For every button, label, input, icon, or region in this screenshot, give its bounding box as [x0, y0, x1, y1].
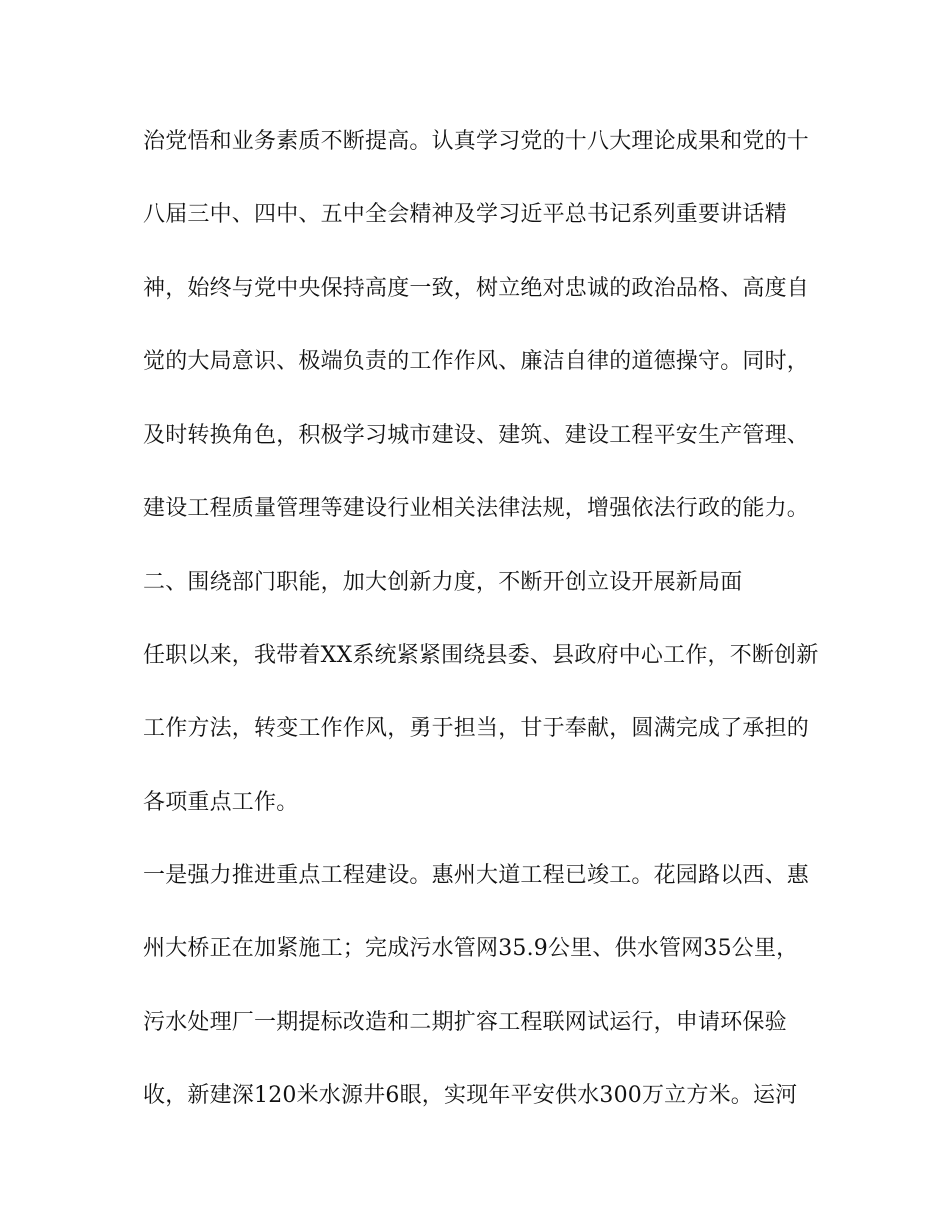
section-heading: 二、围绕部门职能，加大创新力度，不断开创立设开展新局面	[143, 570, 743, 595]
paragraph-line: 建设工程质量管理等建设行业相关法律法规，增强依法行政的能力。	[143, 496, 810, 521]
paragraph-line: 州大桥正在加紧施工；完成污水管网35.9公里、供水管网35公里，	[143, 936, 799, 961]
paragraph-line: 八届三中、四中、五中全会精神及学习近平总书记系列重要讲话精	[143, 202, 787, 227]
paragraph-line: 及时转换角色，积极学习城市建设、建筑、建设工程平安生产管理、	[143, 423, 810, 448]
paragraph-line: 工作方法，转变工作作风，勇于担当，甘于奉献，圆满完成了承担的	[143, 716, 810, 741]
paragraph-line: 神，始终与党中央保持高度一致，树立绝对忠诚的政治品格、高度自	[143, 276, 810, 301]
paragraph-line: 治党悟和业务素质不断提高。认真学习党的十八大理论成果和党的十	[143, 129, 810, 154]
paragraph-line: 收，新建深120米水源井6眼，实现年平安供水300万立方米。运河	[143, 1083, 798, 1108]
paragraph-line: 一是强力推进重点工程建设。惠州大道工程已竣工。花园路以西、惠	[143, 863, 810, 888]
paragraph-line: 觉的大局意识、极端负责的工作作风、廉洁自律的道德操守。同时，	[143, 349, 810, 374]
paragraph-line: 各项重点工作。	[143, 790, 299, 815]
paragraph-line: 污水处理厂一期提标改造和二期扩容工程联网试运行，申请环保验	[143, 1010, 787, 1035]
paragraph-line: 任职以来，我带着XX系统紧紧围绕县委、县政府中心工作，不断创新	[143, 643, 819, 668]
